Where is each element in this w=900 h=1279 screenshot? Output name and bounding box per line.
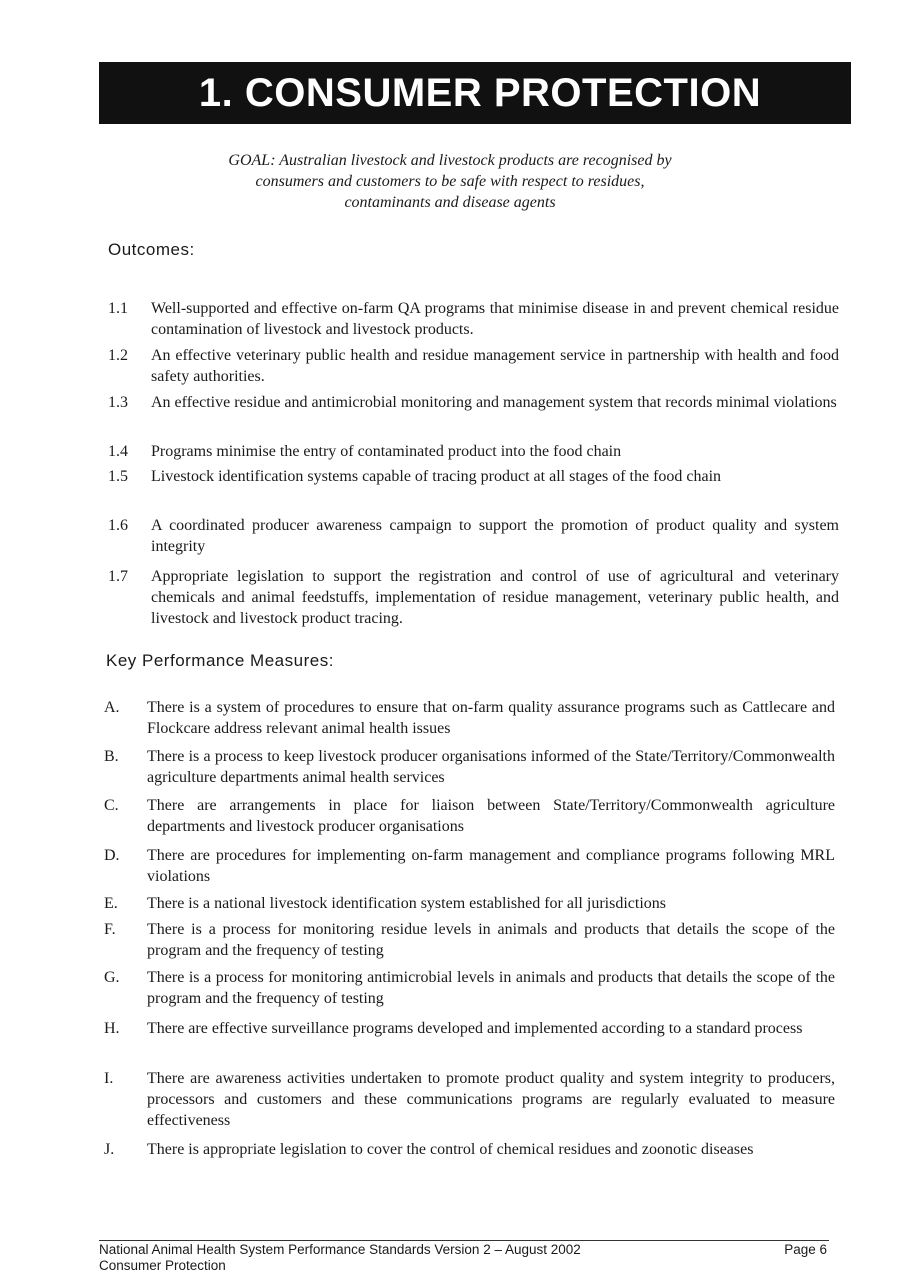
item-text: There are arrangements in place for liaison between State/Territory/Commonwealth agriculture departments and livestock producer organisations (147, 797, 835, 835)
item-text: There are effective surveillance programs developed and implemented according to a standard process (147, 1020, 803, 1037)
item-number: 1.5 (108, 468, 128, 485)
item-text: There is a system of procedures to ensure that on-farm quality assurance programs such as Cattlecare and Flockcare address relevant animal health issues (147, 699, 835, 737)
item-letter: J. (104, 1141, 115, 1158)
item-letter: I. (104, 1070, 114, 1087)
item-text: Programs minimise the entry of contaminated product into the food chain (151, 443, 622, 460)
goal-line: GOAL: Australian livestock and livestock products are recognised by (228, 152, 672, 169)
item-number: 1.1 (108, 300, 128, 317)
kpm-heading: Key Performance Measures: (106, 651, 334, 670)
section-title-banner (99, 62, 851, 124)
item-number: 1.4 (108, 443, 128, 460)
item-letter: C. (104, 797, 119, 814)
item-letter: H. (104, 1020, 120, 1037)
section-title: 1. CONSUMER PROTECTION (198, 70, 762, 115)
goal-statement (150, 150, 750, 213)
item-letter: E. (104, 895, 118, 912)
item-text: There is a process for monitoring residue levels in animals and products that details the scope of the program and the frequency of testing (147, 921, 835, 959)
item-number: 1.3 (108, 394, 128, 411)
item-text: A coordinated producer awareness campaign to support the promotion of product quality and system integrity (151, 517, 839, 555)
item-text: Appropriate legislation to support the registration and control of use of agricultural and veterinary chemicals and animal feedstuffs, implementation of residue management, veterinary public health, and livestock and livestock product tracing. (151, 568, 839, 627)
item-number: 1.7 (108, 568, 128, 585)
item-letter: A. (104, 699, 120, 716)
item-number: 1.2 (108, 347, 128, 364)
item-text: An effective veterinary public health and residue management service in partnership with health and food safety authorities. (151, 347, 839, 385)
item-text: Well-supported and effective on-farm QA programs that minimise disease in and prevent chemical residue contamination of livestock and livestock products. (151, 300, 839, 338)
page-number: Page 6 (784, 1242, 827, 1257)
footer-section-name: Consumer Protection (99, 1258, 226, 1273)
footer-document-title: National Animal Health System Performance Standards Version 2 – August 2002 (99, 1242, 581, 1257)
item-letter: F. (104, 921, 116, 938)
item-text: There is a national livestock identification system established for all jurisdictions (147, 895, 666, 912)
item-text: There are procedures for implementing on-farm management and compliance programs following MRL violations (147, 847, 835, 885)
item-text: An effective residue and antimicrobial monitoring and management system that records minimal violations (151, 394, 837, 411)
goal-line: consumers and customers to be safe with respect to residues, (255, 173, 645, 190)
item-text: There are awareness activities undertaken to promote product quality and system integrity to producers, processors and customers and these communications programs are regularly evaluated to measure effectiveness (147, 1070, 835, 1129)
item-letter: G. (104, 969, 120, 986)
item-text: There is a process to keep livestock producer organisations informed of the State/Territory/Commonwealth agriculture departments animal health services (147, 748, 835, 786)
item-text: There is a process for monitoring antimicrobial levels in animals and products that details the scope of the program and the frequency of testing (147, 969, 835, 1007)
item-letter: D. (104, 847, 120, 864)
item-text: There is appropriate legislation to cover the control of chemical residues and zoonotic diseases (147, 1141, 754, 1158)
page-footer (99, 1240, 829, 1274)
outcomes-heading: Outcomes: (108, 240, 195, 259)
item-letter: B. (104, 748, 119, 765)
item-text: Livestock identification systems capable of tracing product at all stages of the food chain (151, 468, 722, 485)
item-number: 1.6 (108, 517, 128, 534)
goal-line: contaminants and disease agents (344, 194, 556, 211)
